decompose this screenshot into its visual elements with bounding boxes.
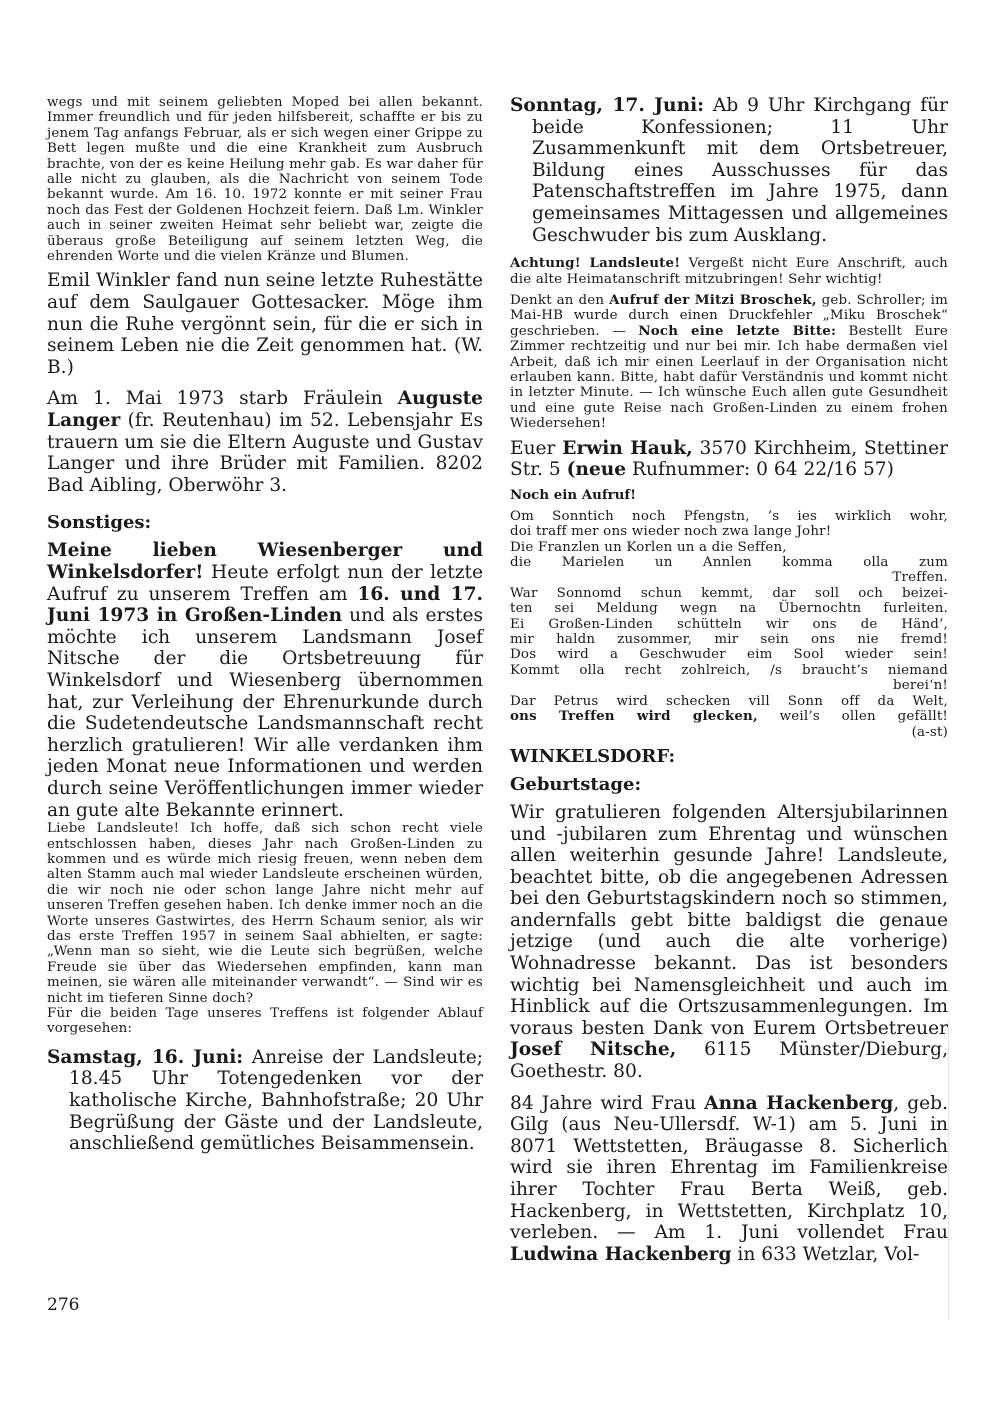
appeal-text-2: und als erstes möchte ich unserem Landsmann Josef Nitsche der die Ortsbetreuung für Winkelsdorf und Wiesenberg übernommen hat, zur Verleihung der Ehrenurkunde durch die Sudetendeutsche Landsmannschaft recht herzlich gratulieren! Wir alle verdanken ihm jeden Monat neue Informationen und werden durch seine Veröffentlichungen immer wieder an gute alte Bekannte erinnert. <box>47 605 483 821</box>
poem-line: Die Franzlen un Korlen un a die Seffen, <box>510 539 787 555</box>
obituary-winkler-continued: wegs und mit seinem geliebten Moped bei allen bekannt. Immer freundlich und für jeden hilfsbereit, schaffte er bis zu jenem Tag anfangs Februar, als er sich wegen einer Grippe zu Bett legen mußte und die eine Krankheit zum Ausbruch brachte, von der es keine Heilung mehr gab. Es war daher für alle nicht zu glauben, als die Nachricht von seinem Tode bekannt wurde. Am 16. 10. 1972 konnte er mit seiner Frau noch das Fest der Goldenen Hochzeit feiern. Daß Lm. Winkler auch in seiner zweiten Heimat sehr beliebt war, zeigte die überaus große Beteiligung auf seinem letzten Weg, die ehrenden Worte und die vielen Kränze und Blumen. <box>47 95 483 265</box>
page-edge-shadow <box>948 1020 949 1320</box>
hackenberg-text-1: , geb. Gilg (aus Neu-Ullersdf. W-1) am 5. Juni in 8071 Wettstetten, Bräugasse 8. Sicherlich wird sie ihren Ehrentag im Familienkreise ihrer Tochter Frau Berta Weiß, geb. Hackenberg, in Wettstetten, Kirchplatz 10, verleben. — Am 1. Juni vollendet Frau <box>510 1092 948 1244</box>
right-column <box>510 95 948 1265</box>
appeal-paragraph <box>47 540 483 821</box>
schedule-saturday <box>47 1047 483 1155</box>
saturday-text: Anreise der Landsleute; 18.45 Uhr Totengedenken vor der katholische Kirche, Bahnhofstraße; 20 Uhr Begrüßung der Gäste und der Landsleute, anschließend gemütliches Beisammensein. <box>69 1046 483 1155</box>
page-number: 276 <box>47 1295 80 1315</box>
saturday-label: Samstag, 16. Juni: <box>47 1046 244 1068</box>
schedule-sunday <box>510 95 948 246</box>
obituary-winkler-closing: Emil Winkler fand nun seine letzte Ruhestätte auf dem Saulgauer Gottesacker. Möge ihm nun die Ruhe vergönnt sein, für die er sich in seinem Leben nie die Zeit genommen hat. (W. B.) <box>47 270 483 378</box>
achtung-notice <box>510 256 948 287</box>
poem-line-rest: weil’s ollen gefällt! <box>757 709 948 725</box>
signature-neue: (neue <box>566 459 627 481</box>
poem-bold-phrase: ons Treffen wird glecken, <box>510 708 758 725</box>
poem-line: mir haldn zusommer, mir sein ons nie fremd! <box>510 632 948 648</box>
left-column <box>47 95 483 1155</box>
obituary-langer <box>47 388 483 496</box>
signature-pre: Euer <box>510 437 563 459</box>
poem-line <box>510 709 948 724</box>
poem-line: Dar Petrus wird schecken vill Sonn off da Welt, <box>510 693 948 709</box>
obituary-langer-pre: Am 1. Mai 1973 starb Fräulein <box>47 388 398 410</box>
sunday-label: Sonntag, 17. Juni: <box>510 95 705 116</box>
signature-hauk <box>510 438 948 481</box>
appeal-text-1: Heute erfolgt nun der letzte Aufruf zu unserem Treffen am <box>47 562 483 605</box>
broschek-notice <box>510 293 948 432</box>
hackenberg-pre: 84 Jahre wird Frau <box>510 1092 705 1114</box>
hackenberg-text-2: in 633 Wetzlar, Vol- <box>731 1243 920 1265</box>
hackenberg-name-anna: Anna Hackenberg <box>704 1092 894 1114</box>
poem-heading: Noch ein Aufruf! <box>510 486 637 503</box>
poem-line: berei‘n! <box>893 678 948 694</box>
schedule-intro: Für die beiden Tage unseres Treffens ist folgender Ablauf vorgesehen: <box>47 1006 483 1037</box>
achtung-text: Vergeßt nicht Eure Anschrift, auch die alte Heimatanschrift mitzubringen! Sehr wichtig! <box>510 256 948 287</box>
birthday-intro <box>510 802 948 1083</box>
poem-line: Kommt olla recht zohlreich, /s braucht’s niemand <box>510 662 948 678</box>
appeal-date: 16. und 17. Juni 1973 in Großen-Linden <box>47 583 483 627</box>
section-heading-winkelsdorf: WINKELSDORF: <box>510 745 676 767</box>
poem-line: Ei Großen-Linden schütteln wir ons de Händ’, <box>510 616 948 632</box>
broschek-text-2: Bestellt Eure Zimmer rechtzeitig und nur bei mir. Ich habe dermaßen viel Arbeit, daß ich mir einen Leerlauf in der Organisation nicht erlauben kann. Bitte, habt dafür Verständnis und kommt nicht in letzter Minute. — Ich wünsche Euch allen gute Gesundheit und eine gute Reise nach Großen-Linden zu einem frohen Wiedersehen! <box>510 323 948 432</box>
hackenberg-name-ludwina: Ludwina Hackenberg <box>510 1243 732 1265</box>
dialect-poem <box>510 509 948 740</box>
signature-address: 3570 Kirchheim, Stettiner Str. 5 <box>510 437 948 481</box>
sunday-text: Ab 9 Uhr Kirchgang für beide Konfessionen; 11 Uhr Zusammenkunft mit dem Ortsbetreuer, Bildung eines Ausschusses für das Patenschaftstreffen im Jahre 1975, dann gemeinsames Mittagessen und allgemeines Geschwuder bis zum Ausklang. <box>532 95 948 246</box>
poem-line: doi traff mer ons wieder noch zwa lange Johr! <box>510 524 832 540</box>
last-request-label: Noch eine letzte Bitte: <box>638 322 837 339</box>
poem-line: Dos wird a Geschwuder eim Sool wieder sein! <box>510 647 948 663</box>
section-heading-sonstiges: Sonstiges: <box>47 512 152 534</box>
signature-phone: Rufnummer: 0 64 22/16 57) <box>626 459 894 481</box>
ortsbetreuer-address: 6115 Münster/Dieburg, Goethestr. 80. <box>510 1039 948 1083</box>
ortsbetreuer-name: Josef Nitsche, <box>510 1039 677 1061</box>
broschek-text-1: geb. Schroller; im Mai-HB wurde durch einen Druckfehler „Miku Broschek“ geschrieben. — <box>510 292 948 339</box>
landsleute-paragraph: Liebe Landsleute! Ich hoffe, daß sich schon recht viele entschlossen haben, dieses Jahr nach Großen-Linden zu kommen und es würde mich riesig freuen, wenn neben dem alten Stamm auch mal wieder Landsleute erscheinen würden, die wir noch nie oder schon lange Jahre nicht mehr auf unseren Treffen gesehen haben. Ich denke immer noch an die Worte unseres Gastwirtes, des Herrn Schaum senior, als wir das erste Treffen 1957 in seinem Saal abhielten, er sagte: „Wenn man so sieht, wie die Leute sich begrüßen, welche Freude sie über das Wiedersehen empfinden, kann man meinen, sie wären alle miteinander verwandt“. — Sind wir es nicht im tieferen Sinne doch? <box>47 821 483 1006</box>
birthday-intro-text: Wir gratulieren folgenden Altersjubilarinnen und -jubilaren zum Ehrentag und wünschen allen weiterhin gesunde Jahre! Landsleute, beachtet bitte, ob die angegebenen Adressen bei den Geburtstagskindern noch so stimmen, andernfalls gebt bitte baldigst die genaue jetzige (und auch die alte vorherige) Wohnadresse bekannt. Das ist besonders wichtig bei Namensgleichheit und auch im Hinblick auf die Ortszusammenlegungen. Im voraus besten Dank von Eurem Ortsbetreuer <box>510 801 948 1039</box>
poem-author: (a-st) <box>911 724 948 740</box>
birthday-hackenberg <box>510 1093 948 1266</box>
appeal-greeting: Meine lieben Wiesenberger und Winkelsdorfer! <box>47 540 483 583</box>
poem-line: Om Sonntich noch Pfengstn, ’s ies wirklich wohr, <box>510 508 948 524</box>
poem-line: Treffen. <box>892 570 948 586</box>
achtung-label: Achtung! Landsleute! <box>510 255 681 272</box>
signature-name: Erwin Hauk, <box>562 437 693 459</box>
poem-line: die Marielen un Annlen komma olla zum <box>510 555 948 571</box>
broschek-bold: Aufruf der Mitzi Broschek, <box>609 291 817 308</box>
broschek-pre: Denkt an den <box>510 292 610 308</box>
poem-line: War Sonnomd schun kemmt, dar soll och beizei- <box>510 585 948 601</box>
obituary-langer-name: Auguste Langer <box>47 388 483 432</box>
obituary-langer-post: (fr. Reutenhau) im 52. Lebensjahr Es trauern um sie die Eltern Auguste und Gustav Langer und ihre Brüder mit Familien. 8202 Bad Aibling, Oberwöhr 3. <box>47 410 483 496</box>
section-heading-geburtstage: Geburtstage: <box>510 773 642 795</box>
poem-line: ten sei Meldung wegn na Übernochtn furleiten. <box>510 601 948 617</box>
